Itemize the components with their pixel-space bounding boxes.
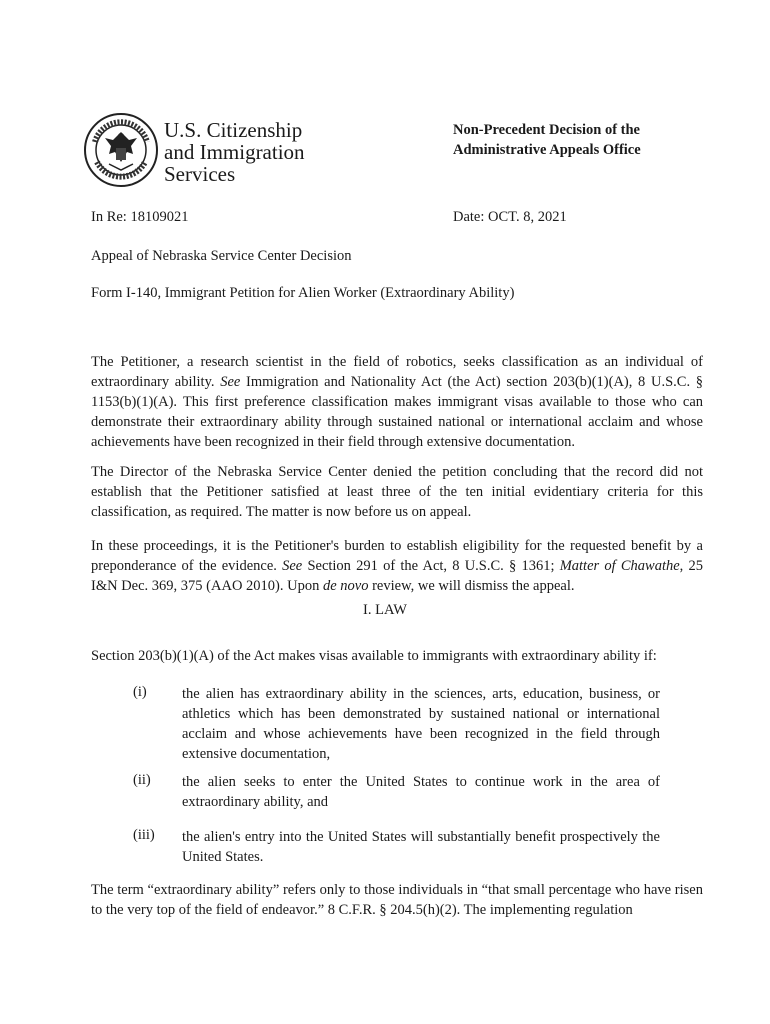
section-heading: I. LAW bbox=[363, 602, 407, 618]
paragraph-2: The Director of the Nebraska Service Center denied the petition concluding that the record did not establish that the Petitioner satisfied at least three of the ten initial evidentiary criteria for this classification, as required. The matter is now before us on appeal. bbox=[91, 464, 703, 520]
list-item-number: (iii) bbox=[133, 827, 155, 843]
text-run-italic: See bbox=[220, 374, 241, 390]
paragraph-5: The term “extraordinary ability” refers only to those individuals in “that small percentage who have risen to the very top of the field of endeavor.” 8 C.F.R. § 204.5(h)(2). The implementing regulation bbox=[91, 882, 703, 918]
list-item-number: (i) bbox=[133, 684, 147, 700]
decision-type bbox=[453, 120, 641, 160]
agency-line: Services bbox=[164, 162, 236, 186]
decision-date: Date: OCT. 8, 2021 bbox=[453, 209, 567, 225]
list-item-text: the alien seeks to enter the United States to continue work in the area of extraordinary ability, and bbox=[182, 774, 660, 810]
text-run: , 25 I&N Dec. 369, 375 (AAO 2010). Upon bbox=[91, 558, 704, 594]
text-run: In these proceedings, it is the Petitioner's burden to establish eligibility for the requested benefit by a preponderance of the evidence. bbox=[91, 538, 703, 574]
paragraph-3 bbox=[91, 536, 703, 596]
case-citation: Matter of Chawathe bbox=[559, 558, 680, 574]
text-run: Section 291 of the Act, 8 U.S.C. § 1361; bbox=[302, 558, 560, 574]
form-line: Form I-140, Immigrant Petition for Alien Worker (Extraordinary Ability) bbox=[91, 285, 515, 301]
paragraph-4: Section 203(b)(1)(A) of the Act makes visas available to immigrants with extraordinary ability if: bbox=[91, 648, 657, 664]
in-re-number: In Re: 18109021 bbox=[91, 209, 189, 225]
text-run: Immigration and Nationality Act (the Act) section 203(b)(1)(A), 8 U.S.C. § 1153(b)(1)(A). This first preference classification makes immigrant visas available to those who can demonstrate their extraordinary ability through sustained national or international acclaim and whose achievements have been recognized in their field through extensive documentation. bbox=[91, 374, 703, 450]
list-item-number: (ii) bbox=[133, 772, 151, 788]
agency-name bbox=[164, 119, 305, 185]
text-run-italic: See bbox=[282, 558, 303, 574]
list-item-text: the alien has extraordinary ability in the sciences, arts, education, business, or athletics which has been demonstrated by sustained national or international acclaim and whose achievements have been recognized in the field through extensive documentation, bbox=[182, 686, 660, 762]
appeal-line: Appeal of Nebraska Service Center Decision bbox=[91, 248, 352, 264]
list-item-text: the alien's entry into the United States will substantially benefit prospectively the United States. bbox=[182, 829, 660, 865]
text-run-italic: de novo bbox=[322, 578, 369, 594]
dhs-seal-icon bbox=[83, 112, 159, 188]
text-run: The Petitioner, a research scientist in the field of robotics, seeks classification as an individual of extraordinary ability. bbox=[91, 354, 703, 390]
agency-line: and Immigration bbox=[164, 140, 305, 164]
text-run: review, we will dismiss the appeal. bbox=[368, 578, 575, 594]
paragraph-1 bbox=[91, 352, 703, 452]
decision-line: Administrative Appeals Office bbox=[453, 142, 641, 158]
agency-line: U.S. Citizenship bbox=[164, 118, 303, 142]
decision-line: Non-Precedent Decision of the bbox=[453, 122, 640, 138]
